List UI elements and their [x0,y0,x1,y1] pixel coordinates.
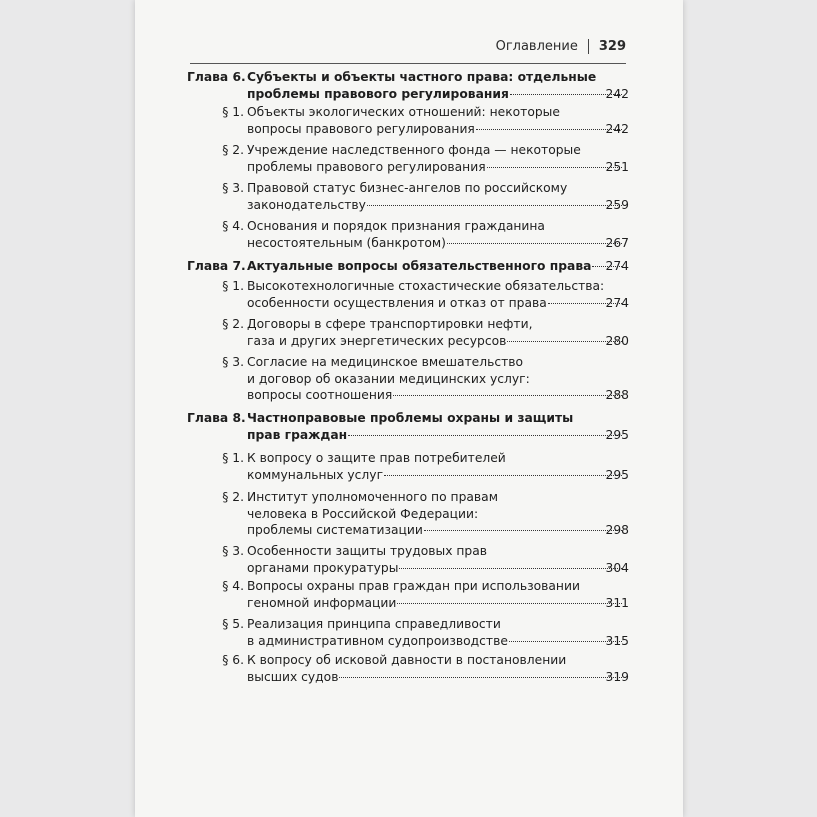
toc-title-line: человека в Российской Федерации: [247,506,479,521]
toc-entry-title [247,354,625,404]
toc-title-text: высших судов [247,669,339,684]
toc-title-text: законодательству [247,197,366,212]
toc-entry-label: Глава 6. [187,70,246,84]
toc-title-line [247,86,625,103]
toc-entry-label: § 1. [222,105,244,119]
toc-entry-label: § 2. [222,317,244,331]
toc-entry-title [247,543,625,576]
header-title: Оглавление [495,39,578,54]
toc-title-line [247,159,625,176]
toc-entry-title [247,69,625,102]
toc-title-line [247,121,625,138]
toc-page-number: 242 [605,86,629,101]
toc-title-line: Основания и порядок признания гражданина [247,219,545,233]
toc-title-line: Объекты экологических отношений: некоторые [247,105,560,119]
toc-entry-title [247,652,625,685]
book-page [135,0,683,817]
toc-title-line [247,295,625,312]
running-header [496,39,626,54]
toc-page-number: 304 [605,560,629,575]
toc-title-line [247,387,625,404]
toc-entry-label: Глава 7. [187,259,246,273]
toc-title-text: проблемы правового регулирования [247,159,486,174]
toc-entry-title [247,410,625,443]
toc-title-text: проблемы систематизации [247,523,423,538]
toc-title-line: Вопросы охраны прав граждан при использовании [247,579,580,593]
toc-page-number: 315 [605,633,629,648]
toc-title-text: органами прокуратуры [247,560,399,575]
toc-page-number: 242 [605,121,629,136]
toc-title-text: вопросы соотношения [247,388,393,403]
toc-page-number: 295 [605,467,629,482]
toc-page-number: 274 [605,259,629,273]
toc-title-line [247,467,625,484]
toc-entry-label: § 2. [222,490,244,504]
header-rule [190,63,626,64]
toc-page-number: 267 [605,235,629,250]
toc-title-line: Учреждение наследственного фонда — некоторые [247,143,581,157]
toc-page-number: 280 [605,333,629,348]
toc-entry-title [247,142,625,175]
toc-title-line [247,669,625,686]
toc-page-number: 319 [605,669,629,684]
toc-entry-title [247,578,625,611]
toc-entry-label: § 6. [222,653,244,667]
toc-title-line: Институт уполномоченного по правам [247,490,498,504]
toc-page-number: 251 [605,159,629,174]
header-page-number: 329 [598,39,626,54]
header-separator [588,39,589,54]
toc-entry-label: § 1. [222,279,244,293]
toc-title-line [247,595,625,612]
toc-title-text: несостоятельным (банкротом) [247,235,446,250]
toc-title-text: прав граждан [247,427,348,442]
toc-title-line [247,522,625,539]
toc-title-text: газа и других энергетических ресурсов [247,333,507,348]
toc-entry-label: § 2. [222,143,244,157]
toc-entry-label: § 3. [222,181,244,195]
toc-entry-title [247,616,625,649]
toc-page-number: 288 [605,388,629,403]
toc-entry-label: § 5. [222,617,244,631]
toc-title-line: К вопросу об исковой давности в постановлении [247,653,567,667]
dot-leader [339,677,622,678]
toc-page-number: 298 [605,523,629,538]
toc-page-number: 259 [605,197,629,212]
toc-entry-label: § 3. [222,544,244,558]
toc-title-line: Частноправовые проблемы охраны и защиты [247,411,574,425]
toc-entry-title [247,489,625,539]
toc-entry-label: § 4. [222,219,244,233]
toc-entry-title [247,278,625,311]
toc-title-text: геномной информации [247,595,397,610]
toc-title-line [247,235,625,252]
toc-entry-label: § 4. [222,579,244,593]
toc-title-line: Особенности защиты трудовых прав [247,544,488,558]
toc-entry-label: § 1. [222,451,244,465]
toc-title-line: Правовой статус бизнес-ангелов по российскому [247,181,568,195]
toc-entry-title [247,316,625,349]
toc-page-number: 311 [605,595,629,610]
toc-title-line: Реализация принципа справедливости [247,617,501,631]
toc-title-text: коммунальных услуг [247,467,384,482]
toc-entry-title [247,218,625,251]
toc-title-text: особенности осуществления и отказ от права [247,295,547,310]
toc-title-line [247,427,625,444]
toc-title-text: проблемы правового регулирования [247,86,509,101]
toc-entry-title [247,104,625,137]
toc-entry-title [247,180,625,213]
toc-title-text: Актуальные вопросы обязательственного права [247,259,592,273]
toc-title-line [247,633,625,650]
toc-title-line: Согласие на медицинское вмешательство [247,355,524,369]
toc-title-line: К вопросу о защите прав потребителей [247,451,506,465]
toc-title-line: Субъекты и объекты частного права: отдельные [247,70,597,84]
toc-page-number: 295 [605,427,629,442]
toc-title-line: Высокотехнологичные стохастические обязательства: [247,279,605,293]
toc-entry-label: § 3. [222,355,244,369]
toc-page-number: 274 [605,295,629,310]
dot-leader [348,435,622,436]
toc-entry-title [247,258,625,275]
toc-title-line [247,197,625,214]
toc-title-line [247,258,625,275]
toc-entry-label: Глава 8. [187,411,246,425]
toc-title-text: в административном судопроизводстве [247,633,508,648]
toc-title-text: вопросы правового регулирования [247,121,475,136]
toc-title-line: Договоры в сфере транспортировки нефти, [247,317,533,331]
toc-title-line [247,560,625,577]
toc-title-line: и договор об оказании медицинских услуг: [247,371,530,386]
toc-title-line [247,333,625,350]
toc-entry-title [247,450,625,483]
dot-leader [367,205,622,206]
